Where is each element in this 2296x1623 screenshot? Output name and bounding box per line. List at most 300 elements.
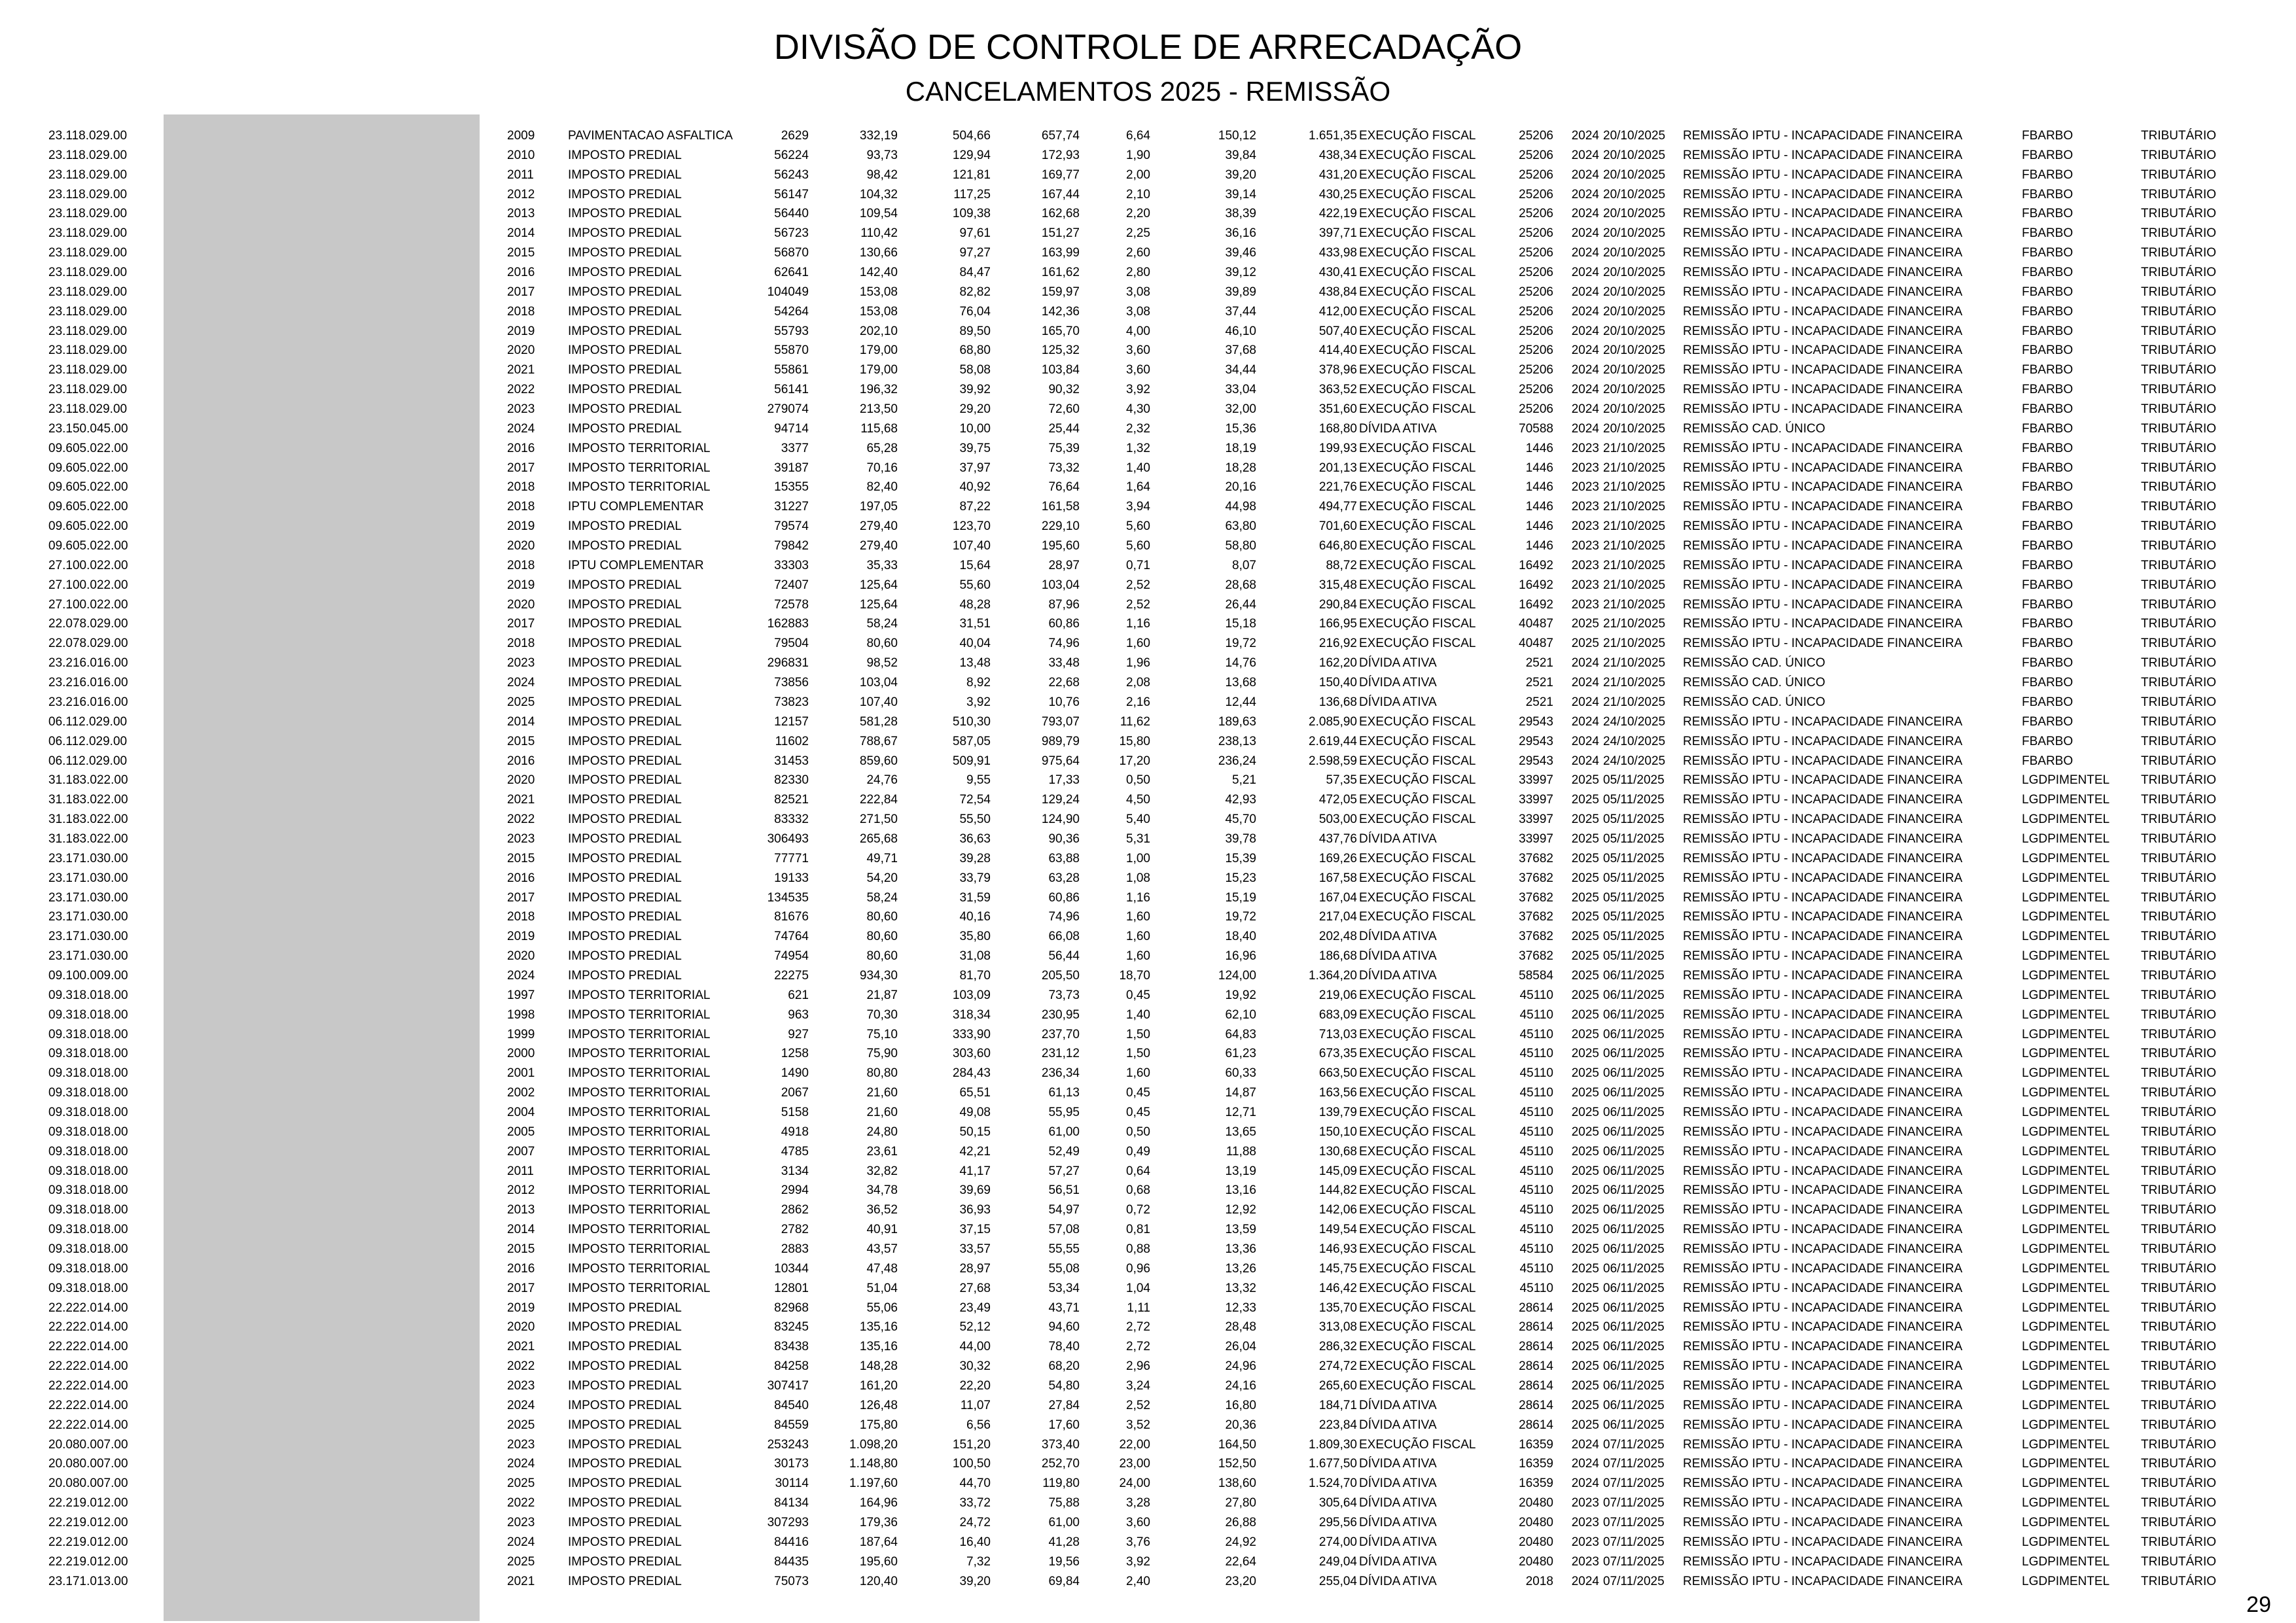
guide-number-cell: 3377 — [781, 441, 809, 455]
category-cell: TRIBUTÁRIO — [2141, 988, 2217, 1002]
fees-cell: 62,10 — [1225, 1007, 1256, 1022]
date-cell: 21/10/2025 — [1603, 519, 1666, 534]
total-cell: 274,00 — [1318, 1535, 1357, 1549]
table-row — [0, 1220, 2296, 1240]
reason-cell: REMISSÃO IPTU - INCAPACIDADE FINANCEIRA — [1683, 519, 1963, 534]
reason-cell: REMISSÃO IPTU - INCAPACIDADE FINANCEIRA — [1683, 1300, 1963, 1315]
process-cell: 45110 — [1519, 1027, 1553, 1041]
principal-cell: 40,91 — [866, 1223, 898, 1237]
interest-cell: 100,50 — [952, 1457, 991, 1471]
fees-cell: 19,72 — [1225, 910, 1256, 924]
inscription-cell: 09.605.022.00 — [48, 461, 128, 475]
process-year-cell: 2023 — [1571, 461, 1599, 475]
situation-cell: DÍVIDA ATIVA — [1359, 1418, 1437, 1432]
correction-cell: 60,86 — [1048, 890, 1080, 905]
year-cell: 2009 — [507, 129, 535, 143]
process-year-cell: 2025 — [1571, 1105, 1599, 1119]
correction-cell: 75,88 — [1048, 1496, 1080, 1510]
fees-cell: 12,44 — [1225, 695, 1256, 709]
total-cell: 430,41 — [1318, 266, 1357, 280]
process-cell: 2521 — [1525, 656, 1553, 671]
year-cell: 2025 — [507, 695, 535, 709]
guide-number-cell: 2862 — [781, 1203, 809, 1217]
guide-number-cell: 84435 — [774, 1554, 809, 1569]
tax-type-cell: IMPOSTO TERRITORIAL — [568, 1086, 711, 1100]
tax-type-cell: IMPOSTO PREDIAL — [568, 1398, 682, 1412]
tax-type-cell: IMPOSTO PREDIAL — [568, 734, 682, 748]
table-row — [0, 341, 2296, 360]
total-cell: 646,80 — [1318, 539, 1357, 553]
fees-cell: 13,36 — [1225, 1242, 1256, 1256]
fine-cell: 0,72 — [1126, 1203, 1150, 1217]
date-cell: 06/11/2025 — [1603, 1086, 1665, 1100]
tax-type-cell: IMPOSTO PREDIAL — [568, 207, 682, 221]
principal-cell: 126,48 — [859, 1398, 898, 1412]
inscription-cell: 06.112.029.00 — [48, 734, 128, 748]
inscription-cell: 09.318.018.00 — [48, 1223, 128, 1237]
correction-cell: 43,71 — [1048, 1300, 1080, 1315]
category-cell: TRIBUTÁRIO — [2141, 519, 2217, 534]
correction-cell: 103,04 — [1041, 578, 1080, 592]
fees-cell: 13,59 — [1225, 1223, 1256, 1237]
total-cell: 472,05 — [1318, 793, 1357, 807]
process-cell: 25206 — [1519, 402, 1553, 417]
fine-cell: 2,72 — [1126, 1320, 1150, 1335]
fine-cell: 1,60 — [1126, 930, 1150, 944]
user-cell: FBARBO — [2022, 266, 2074, 280]
principal-cell: 58,24 — [866, 617, 898, 631]
tax-type-cell: IMPOSTO TERRITORIAL — [568, 1105, 711, 1119]
situation-cell: DÍVIDA ATIVA — [1359, 421, 1437, 436]
reason-cell: REMISSÃO IPTU - INCAPACIDADE FINANCEIRA — [1683, 441, 1963, 455]
total-cell: 494,77 — [1318, 500, 1357, 514]
table-row — [0, 1240, 2296, 1259]
reason-cell: REMISSÃO IPTU - INCAPACIDADE FINANCEIRA — [1683, 831, 1963, 846]
correction-cell: 53,34 — [1048, 1281, 1080, 1295]
guide-number-cell: 84559 — [774, 1418, 809, 1432]
reason-cell: REMISSÃO IPTU - INCAPACIDADE FINANCEIRA — [1683, 246, 1963, 260]
process-year-cell: 2025 — [1571, 1320, 1599, 1335]
date-cell: 05/11/2025 — [1603, 812, 1665, 827]
reason-cell: REMISSÃO IPTU - INCAPACIDADE FINANCEIRA — [1683, 558, 1963, 572]
correction-cell: 60,86 — [1048, 617, 1080, 631]
fine-cell: 3,76 — [1126, 1535, 1150, 1549]
situation-cell: EXECUÇÃO FISCAL — [1359, 1379, 1476, 1393]
inscription-cell: 22.219.012.00 — [48, 1535, 128, 1549]
fees-cell: 124,00 — [1218, 968, 1256, 983]
category-cell: TRIBUTÁRIO — [2141, 1027, 2217, 1041]
correction-cell: 54,80 — [1048, 1379, 1080, 1393]
process-cell: 25206 — [1519, 148, 1553, 162]
date-cell: 06/11/2025 — [1603, 1047, 1665, 1061]
guide-number-cell: 2067 — [781, 1086, 809, 1100]
fine-cell: 23,00 — [1119, 1457, 1150, 1471]
user-cell: FBARBO — [2022, 500, 2074, 514]
tax-type-cell: IMPOSTO PREDIAL — [568, 1340, 682, 1354]
guide-number-cell: 306493 — [767, 831, 809, 846]
situation-cell: DÍVIDA ATIVA — [1359, 1476, 1437, 1491]
correction-cell: 66,08 — [1048, 930, 1080, 944]
process-year-cell: 2025 — [1571, 1300, 1599, 1315]
user-cell: FBARBO — [2022, 676, 2074, 690]
inscription-cell: 20.080.007.00 — [48, 1457, 128, 1471]
table-row — [0, 224, 2296, 243]
interest-cell: 510,30 — [952, 714, 991, 729]
guide-number-cell: 56141 — [774, 383, 809, 397]
process-cell: 16492 — [1519, 597, 1553, 612]
principal-cell: 34,78 — [866, 1183, 898, 1198]
user-cell: FBARBO — [2022, 637, 2074, 651]
table-row — [0, 1181, 2296, 1200]
guide-number-cell: 82330 — [774, 773, 809, 788]
fine-cell: 3,60 — [1126, 343, 1150, 358]
fine-cell: 24,00 — [1119, 1476, 1150, 1491]
reason-cell: REMISSÃO IPTU - INCAPACIDADE FINANCEIRA — [1683, 1516, 1963, 1530]
correction-cell: 94,60 — [1048, 1320, 1080, 1335]
principal-cell: 179,00 — [859, 343, 898, 358]
interest-cell: 68,80 — [959, 343, 991, 358]
inscription-cell: 09.605.022.00 — [48, 441, 128, 455]
reason-cell: REMISSÃO IPTU - INCAPACIDADE FINANCEIRA — [1683, 890, 1963, 905]
category-cell: TRIBUTÁRIO — [2141, 1574, 2217, 1588]
reason-cell: REMISSÃO IPTU - INCAPACIDADE FINANCEIRA — [1683, 1398, 1963, 1412]
year-cell: 2018 — [507, 500, 535, 514]
date-cell: 21/10/2025 — [1603, 676, 1666, 690]
fees-cell: 20,36 — [1225, 1418, 1256, 1432]
year-cell: 2015 — [507, 246, 535, 260]
process-year-cell: 2025 — [1571, 1418, 1599, 1432]
year-cell: 2019 — [507, 578, 535, 592]
inscription-cell: 23.171.030.00 — [48, 949, 128, 964]
date-cell: 07/11/2025 — [1603, 1554, 1665, 1569]
date-cell: 21/10/2025 — [1603, 695, 1666, 709]
category-cell: TRIBUTÁRIO — [2141, 167, 2217, 182]
fine-cell: 1,16 — [1126, 617, 1150, 631]
table-row — [0, 947, 2296, 966]
situation-cell: EXECUÇÃO FISCAL — [1359, 519, 1476, 534]
table-row — [0, 1552, 2296, 1572]
table-row — [0, 1572, 2296, 1592]
guide-number-cell: 56870 — [774, 246, 809, 260]
fine-cell: 1,50 — [1126, 1047, 1150, 1061]
situation-cell: EXECUÇÃO FISCAL — [1359, 1183, 1476, 1198]
table-row — [0, 517, 2296, 536]
date-cell: 21/10/2025 — [1603, 656, 1666, 671]
table-row — [0, 1259, 2296, 1279]
correction-cell: 124,90 — [1041, 812, 1080, 827]
guide-number-cell: 2629 — [781, 129, 809, 143]
cancellations-table — [0, 126, 2296, 1591]
table-row — [0, 614, 2296, 634]
tax-type-cell: IMPOSTO TERRITORIAL — [568, 1144, 711, 1159]
user-cell: LGDPIMENTEL — [2022, 1086, 2110, 1100]
user-cell: LGDPIMENTEL — [2022, 812, 2110, 827]
process-year-cell: 2025 — [1571, 1125, 1599, 1139]
situation-cell: EXECUÇÃO FISCAL — [1359, 988, 1476, 1002]
reason-cell: REMISSÃO IPTU - INCAPACIDADE FINANCEIRA — [1683, 1223, 1963, 1237]
tax-type-cell: IMPOSTO PREDIAL — [568, 1516, 682, 1530]
correction-cell: 61,00 — [1048, 1125, 1080, 1139]
year-cell: 1998 — [507, 1007, 535, 1022]
year-cell: 2020 — [507, 343, 535, 358]
process-cell: 25206 — [1519, 343, 1553, 358]
reason-cell: REMISSÃO IPTU - INCAPACIDADE FINANCEIRA — [1683, 871, 1963, 885]
interest-cell: 30,32 — [959, 1359, 991, 1374]
process-cell: 25206 — [1519, 304, 1553, 319]
year-cell: 2023 — [507, 1379, 535, 1393]
process-year-cell: 2025 — [1571, 1164, 1599, 1178]
fine-cell: 1,04 — [1126, 1281, 1150, 1295]
fine-cell: 1,60 — [1126, 637, 1150, 651]
category-cell: TRIBUTÁRIO — [2141, 421, 2217, 436]
total-cell: 701,60 — [1318, 519, 1357, 534]
interest-cell: 10,00 — [959, 421, 991, 436]
situation-cell: EXECUÇÃO FISCAL — [1359, 304, 1476, 319]
situation-cell: EXECUÇÃO FISCAL — [1359, 812, 1476, 827]
guide-number-cell: 82968 — [774, 1300, 809, 1315]
user-cell: FBARBO — [2022, 402, 2074, 417]
category-cell: TRIBUTÁRIO — [2141, 1125, 2217, 1139]
process-cell: 16359 — [1519, 1437, 1553, 1452]
table-row — [0, 1318, 2296, 1337]
situation-cell: EXECUÇÃO FISCAL — [1359, 441, 1476, 455]
situation-cell: EXECUÇÃO FISCAL — [1359, 1437, 1476, 1452]
reason-cell: REMISSÃO IPTU - INCAPACIDADE FINANCEIRA — [1683, 1144, 1963, 1159]
guide-number-cell: 4918 — [781, 1125, 809, 1139]
fine-cell: 2,52 — [1126, 597, 1150, 612]
process-year-cell: 2025 — [1571, 812, 1599, 827]
inscription-cell: 09.318.018.00 — [48, 1261, 128, 1276]
fine-cell: 2,32 — [1126, 421, 1150, 436]
inscription-cell: 31.183.022.00 — [48, 812, 128, 827]
fine-cell: 0,81 — [1126, 1223, 1150, 1237]
process-cell: 1446 — [1525, 480, 1553, 495]
user-cell: FBARBO — [2022, 558, 2074, 572]
inscription-cell: 23.171.030.00 — [48, 890, 128, 905]
total-cell: 186,68 — [1318, 949, 1357, 964]
process-year-cell: 2024 — [1571, 1457, 1599, 1471]
situation-cell: EXECUÇÃO FISCAL — [1359, 1125, 1476, 1139]
total-cell: 249,04 — [1318, 1554, 1357, 1569]
date-cell: 05/11/2025 — [1603, 793, 1665, 807]
category-cell: TRIBUTÁRIO — [2141, 890, 2217, 905]
process-cell: 1446 — [1525, 441, 1553, 455]
tax-type-cell: IMPOSTO TERRITORIAL — [568, 1164, 711, 1178]
date-cell: 06/11/2025 — [1603, 1105, 1665, 1119]
fine-cell: 4,00 — [1126, 324, 1150, 338]
total-cell: 438,84 — [1318, 285, 1357, 299]
year-cell: 2024 — [507, 421, 535, 436]
tax-type-cell: IMPOSTO PREDIAL — [568, 1535, 682, 1549]
tax-type-cell: IMPOSTO TERRITORIAL — [568, 1007, 711, 1022]
process-cell: 25206 — [1519, 207, 1553, 221]
user-cell: FBARBO — [2022, 754, 2074, 768]
principal-cell: 58,24 — [866, 890, 898, 905]
reason-cell: REMISSÃO IPTU - INCAPACIDADE FINANCEIRA — [1683, 1261, 1963, 1276]
tax-type-cell: IMPOSTO PREDIAL — [568, 714, 682, 729]
year-cell: 2014 — [507, 714, 535, 729]
principal-cell: 222,84 — [859, 793, 898, 807]
fees-cell: 15,18 — [1225, 617, 1256, 631]
fine-cell: 0,88 — [1126, 1242, 1150, 1256]
table-row — [0, 927, 2296, 947]
date-cell: 07/11/2025 — [1603, 1496, 1665, 1510]
situation-cell: DÍVIDA ATIVA — [1359, 949, 1437, 964]
fees-cell: 236,24 — [1218, 754, 1256, 768]
fine-cell: 1,60 — [1126, 949, 1150, 964]
total-cell: 2.598,59 — [1309, 754, 1357, 768]
table-row — [0, 1513, 2296, 1533]
fine-cell: 1,40 — [1126, 461, 1150, 475]
year-cell: 2022 — [507, 812, 535, 827]
category-cell: TRIBUTÁRIO — [2141, 637, 2217, 651]
tax-type-cell: IMPOSTO PREDIAL — [568, 1476, 682, 1491]
total-cell: 1.809,30 — [1309, 1437, 1357, 1452]
process-cell: 1446 — [1525, 519, 1553, 534]
tax-type-cell: IMPOSTO TERRITORIAL — [568, 441, 711, 455]
interest-cell: 87,22 — [959, 500, 991, 514]
total-cell: 255,04 — [1318, 1574, 1357, 1588]
date-cell: 24/10/2025 — [1603, 714, 1666, 729]
process-year-cell: 2023 — [1571, 519, 1599, 534]
year-cell: 2017 — [507, 461, 535, 475]
correction-cell: 237,70 — [1041, 1027, 1080, 1041]
situation-cell: EXECUÇÃO FISCAL — [1359, 324, 1476, 338]
interest-cell: 107,40 — [952, 539, 991, 553]
user-cell: LGDPIMENTEL — [2022, 851, 2110, 865]
tax-type-cell: IMPOSTO PREDIAL — [568, 402, 682, 417]
tax-type-cell: IMPOSTO TERRITORIAL — [568, 988, 711, 1002]
process-cell: 45110 — [1519, 1125, 1553, 1139]
process-cell: 45110 — [1519, 1066, 1553, 1081]
interest-cell: 303,60 — [952, 1047, 991, 1061]
principal-cell: 175,80 — [859, 1418, 898, 1432]
process-cell: 58584 — [1519, 968, 1553, 983]
process-year-cell: 2025 — [1571, 1242, 1599, 1256]
principal-cell: 187,64 — [859, 1535, 898, 1549]
process-cell: 28614 — [1519, 1359, 1553, 1374]
fine-cell: 0,50 — [1126, 773, 1150, 788]
inscription-cell: 09.318.018.00 — [48, 1027, 128, 1041]
fine-cell: 4,30 — [1126, 402, 1150, 417]
process-cell: 25206 — [1519, 324, 1553, 338]
process-cell: 29543 — [1519, 734, 1553, 748]
date-cell: 06/11/2025 — [1603, 968, 1665, 983]
interest-cell: 23,49 — [959, 1300, 991, 1315]
user-cell: LGDPIMENTEL — [2022, 773, 2110, 788]
user-cell: LGDPIMENTEL — [2022, 1554, 2110, 1569]
process-cell: 16492 — [1519, 578, 1553, 592]
category-cell: TRIBUTÁRIO — [2141, 793, 2217, 807]
year-cell: 2021 — [507, 793, 535, 807]
principal-cell: 271,50 — [859, 812, 898, 827]
inscription-cell: 22.222.014.00 — [48, 1340, 128, 1354]
user-cell: LGDPIMENTEL — [2022, 1105, 2110, 1119]
interest-cell: 36,93 — [959, 1203, 991, 1217]
process-cell: 25206 — [1519, 266, 1553, 280]
process-cell: 45110 — [1519, 1261, 1553, 1276]
inscription-cell: 22.219.012.00 — [48, 1496, 128, 1510]
interest-cell: 52,12 — [959, 1320, 991, 1335]
principal-cell: 21,87 — [866, 988, 898, 1002]
fine-cell: 5,40 — [1126, 812, 1150, 827]
fine-cell: 2,16 — [1126, 695, 1150, 709]
correction-cell: 74,96 — [1048, 910, 1080, 924]
fees-cell: 37,68 — [1225, 343, 1256, 358]
year-cell: 2012 — [507, 187, 535, 201]
fees-cell: 20,16 — [1225, 480, 1256, 495]
user-cell: FBARBO — [2022, 695, 2074, 709]
tax-type-cell: IMPOSTO PREDIAL — [568, 1554, 682, 1569]
guide-number-cell: 10344 — [774, 1261, 809, 1276]
process-year-cell: 2023 — [1571, 1554, 1599, 1569]
principal-cell: 153,08 — [859, 285, 898, 299]
date-cell: 21/10/2025 — [1603, 500, 1666, 514]
situation-cell: EXECUÇÃO FISCAL — [1359, 1242, 1476, 1256]
fees-cell: 64,83 — [1225, 1027, 1256, 1041]
process-cell: 25206 — [1519, 383, 1553, 397]
category-cell: TRIBUTÁRIO — [2141, 1066, 2217, 1081]
year-cell: 2014 — [507, 226, 535, 241]
user-cell: LGDPIMENTEL — [2022, 1144, 2110, 1159]
fees-cell: 44,98 — [1225, 500, 1256, 514]
inscription-cell: 23.118.029.00 — [48, 402, 128, 417]
guide-number-cell: 83438 — [774, 1340, 809, 1354]
principal-cell: 196,32 — [859, 383, 898, 397]
reason-cell: REMISSÃO IPTU - INCAPACIDADE FINANCEIRA — [1683, 1379, 1963, 1393]
fees-cell: 15,36 — [1225, 421, 1256, 436]
interest-cell: 504,66 — [952, 129, 991, 143]
category-cell: TRIBUTÁRIO — [2141, 246, 2217, 260]
inscription-cell: 23.171.013.00 — [48, 1574, 128, 1588]
fine-cell: 2,52 — [1126, 578, 1150, 592]
guide-number-cell: 1258 — [781, 1047, 809, 1061]
inscription-cell: 23.118.029.00 — [48, 324, 128, 338]
guide-number-cell: 39187 — [774, 461, 809, 475]
fees-cell: 24,16 — [1225, 1379, 1256, 1393]
situation-cell: EXECUÇÃO FISCAL — [1359, 1300, 1476, 1315]
situation-cell: DÍVIDA ATIVA — [1359, 1398, 1437, 1412]
guide-number-cell: 2994 — [781, 1183, 809, 1198]
correction-cell: 236,34 — [1041, 1066, 1080, 1081]
fees-cell: 12,71 — [1225, 1105, 1256, 1119]
reason-cell: REMISSÃO IPTU - INCAPACIDADE FINANCEIRA — [1683, 324, 1963, 338]
total-cell: 431,20 — [1318, 167, 1357, 182]
category-cell: TRIBUTÁRIO — [2141, 1007, 2217, 1022]
guide-number-cell: 33303 — [774, 558, 809, 572]
process-year-cell: 2025 — [1571, 1261, 1599, 1276]
table-row — [0, 556, 2296, 576]
total-cell: 184,71 — [1318, 1398, 1357, 1412]
process-year-cell: 2024 — [1571, 363, 1599, 377]
inscription-cell: 23.171.030.00 — [48, 851, 128, 865]
reason-cell: REMISSÃO IPTU - INCAPACIDADE FINANCEIRA — [1683, 1418, 1963, 1432]
reason-cell: REMISSÃO IPTU - INCAPACIDADE FINANCEIRA — [1683, 383, 1963, 397]
year-cell: 2025 — [507, 1418, 535, 1432]
user-cell: FBARBO — [2022, 285, 2074, 299]
year-cell: 2024 — [507, 676, 535, 690]
date-cell: 24/10/2025 — [1603, 754, 1666, 768]
fees-cell: 8,07 — [1232, 558, 1256, 572]
guide-number-cell: 963 — [788, 1007, 809, 1022]
fine-cell: 3,92 — [1126, 1554, 1150, 1569]
inscription-cell: 09.318.018.00 — [48, 1164, 128, 1178]
date-cell: 06/11/2025 — [1603, 1242, 1665, 1256]
fees-cell: 28,48 — [1225, 1320, 1256, 1335]
table-row — [0, 204, 2296, 224]
reason-cell: REMISSÃO CAD. ÚNICO — [1683, 656, 1826, 671]
inscription-cell: 06.112.029.00 — [48, 714, 128, 729]
